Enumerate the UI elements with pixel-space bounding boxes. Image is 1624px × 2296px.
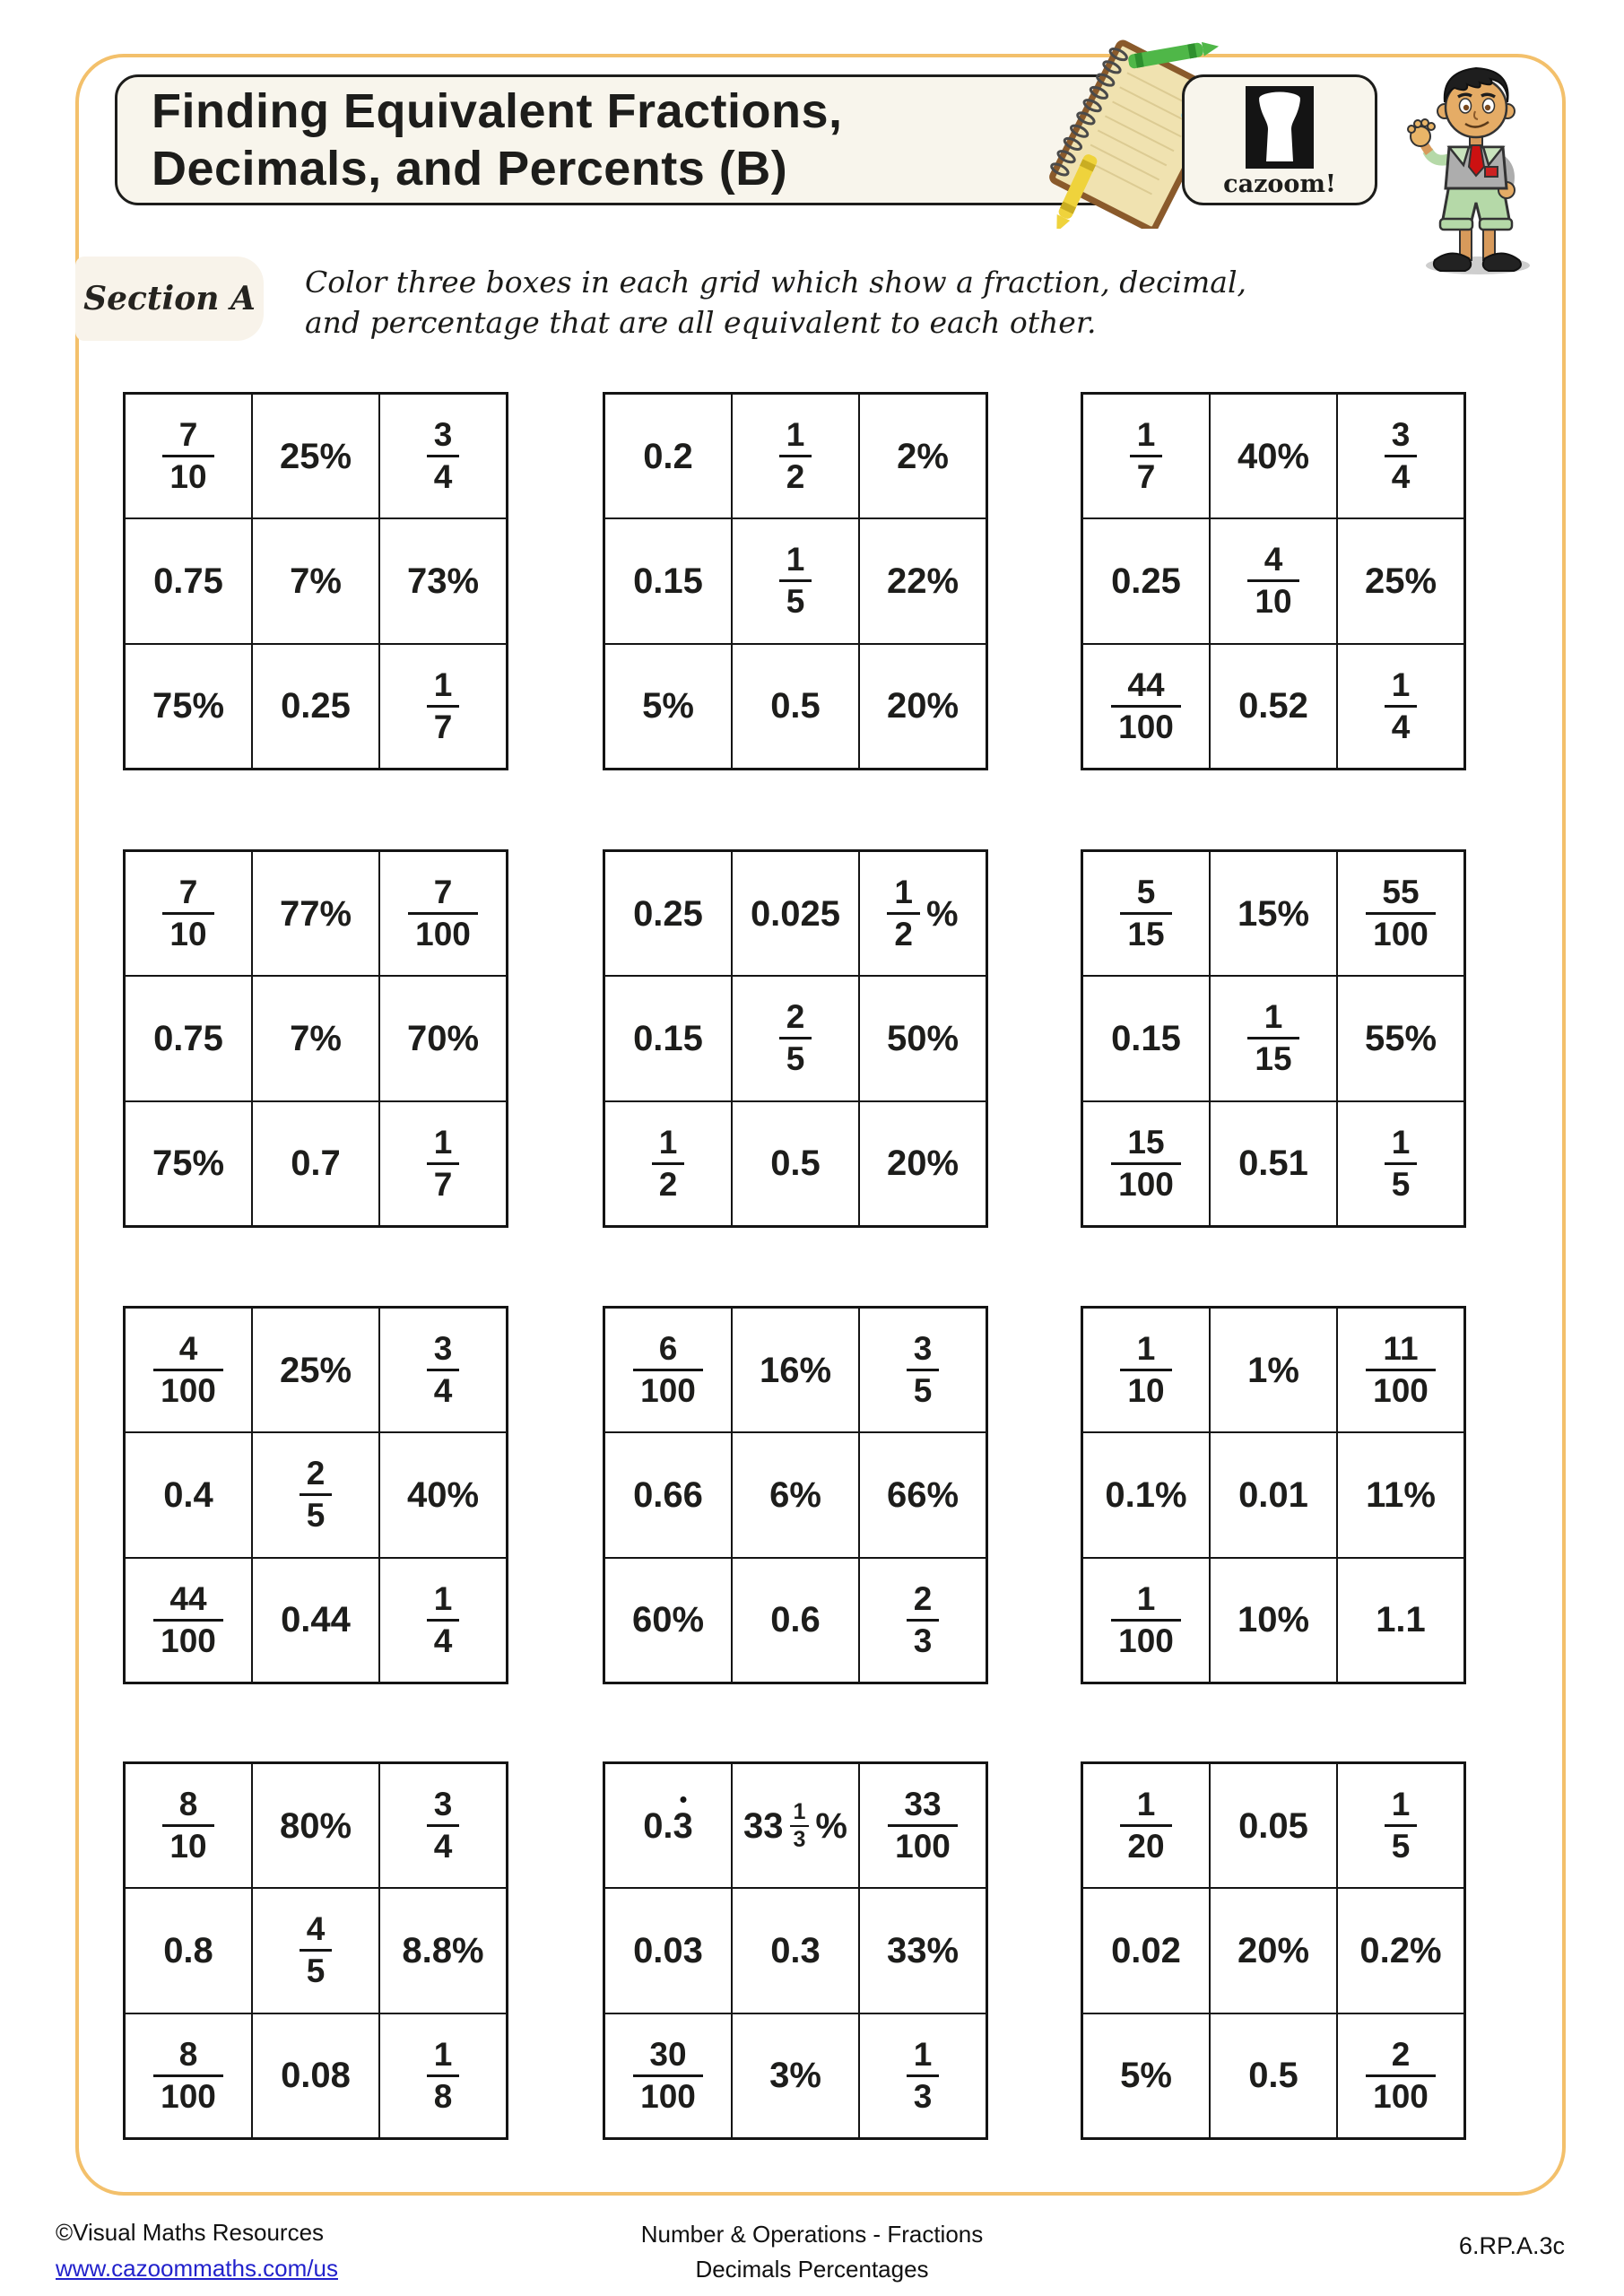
cell-value: 50%	[886, 1018, 960, 1058]
grid-cell[interactable]	[253, 1309, 378, 1431]
grid-cell[interactable]	[1211, 2014, 1336, 2137]
grid-cell[interactable]	[1211, 1309, 1336, 1431]
grid-cell[interactable]	[253, 395, 378, 517]
fraction-value: 3 4	[1385, 415, 1418, 497]
grid-cell[interactable]	[1338, 1309, 1463, 1431]
grid-cell[interactable]	[733, 519, 858, 642]
cell-value: 40%	[1237, 436, 1310, 476]
grid-cell[interactable]	[1211, 852, 1336, 975]
cell-value: 8.8%	[402, 1930, 484, 1970]
grid-cell[interactable]	[1338, 1433, 1463, 1556]
grid-cell[interactable]	[380, 1433, 506, 1556]
grid-cell[interactable]	[380, 1102, 506, 1225]
grid-cell[interactable]	[380, 977, 506, 1100]
fraction-value: 3 4	[427, 1329, 460, 1411]
title-line-2: Decimals, and Percents (B)	[152, 142, 788, 196]
equivalence-grid-10	[123, 1761, 508, 2140]
cell-value: 0.75	[153, 561, 223, 601]
cell-value: 20%	[886, 1144, 960, 1184]
footer-topic	[641, 2217, 983, 2287]
fraction-value: 1 2	[779, 415, 812, 497]
cell-value: 25%	[279, 1350, 352, 1390]
grid-cell[interactable]	[860, 2014, 986, 2137]
grid-cell[interactable]	[126, 395, 251, 517]
grid-cell[interactable]	[253, 645, 378, 768]
fraction-value: 1 15	[1247, 997, 1298, 1079]
grid-cell[interactable]	[380, 1889, 506, 2012]
cell-value: 2%	[897, 436, 949, 476]
grid-cell[interactable]	[860, 645, 986, 768]
grid-cell[interactable]	[860, 519, 986, 642]
equivalence-grid-11	[603, 1761, 988, 2140]
fraction-value: 2 100	[1366, 2035, 1436, 2117]
cell-value: 73%	[406, 561, 480, 601]
title-box	[115, 74, 1178, 205]
grid-cell[interactable]	[1083, 395, 1209, 517]
section-label: Section A	[75, 257, 264, 341]
standard-code: 6.RP.A.3c	[1458, 2232, 1565, 2259]
grid-cell[interactable]	[733, 1764, 858, 1887]
grid-cell[interactable]	[733, 1889, 858, 2012]
grid-cell[interactable]	[1338, 1764, 1463, 1887]
fraction-value: 11 100	[1366, 1329, 1436, 1411]
cell-value: 20%	[1237, 1930, 1310, 1970]
section-instructions	[305, 262, 1273, 343]
fraction-value: 30 100	[633, 2035, 703, 2117]
grid-cell[interactable]	[1083, 1433, 1209, 1556]
cell-value: 20%	[886, 686, 960, 726]
cell-value: 0.5	[770, 686, 821, 726]
grid-cell[interactable]	[733, 1433, 858, 1556]
grid-cell[interactable]	[253, 1102, 378, 1225]
website-link[interactable]: www.cazoommaths.com/us	[56, 2255, 338, 2282]
fraction-value: 1 3	[907, 2035, 940, 2117]
footer-topic-line-2: Decimals Percentages	[695, 2256, 929, 2283]
grid-cell[interactable]	[126, 645, 251, 768]
cell-value: 5%	[642, 686, 694, 726]
grid-cell[interactable]	[126, 1764, 251, 1887]
fraction-value: 5 15	[1120, 873, 1171, 954]
equivalence-grid-1	[123, 392, 508, 770]
cell-value: 0.52	[1238, 686, 1308, 726]
grid-cell[interactable]	[733, 1559, 858, 1682]
cell-value: 5%	[1120, 2056, 1172, 2096]
fraction-value: 1 2	[887, 873, 920, 954]
cell-value: 15%	[1237, 893, 1310, 934]
grid-cell[interactable]	[253, 519, 378, 642]
grid-cell[interactable]	[1083, 852, 1209, 975]
fraction-value: 7 10	[162, 415, 213, 497]
equivalence-grid-12	[1081, 1761, 1466, 2140]
cell-value: 0.75	[153, 1018, 223, 1058]
cell-value: 22%	[886, 561, 960, 601]
cell-value: 0.4	[163, 1474, 213, 1515]
grid-cell[interactable]	[1338, 519, 1463, 642]
cell-value: 0.15	[633, 1018, 703, 1058]
cell-value: 77%	[279, 893, 352, 934]
grid-cell[interactable]	[1211, 395, 1336, 517]
grid-cell[interactable]	[380, 519, 506, 642]
recurring-dot	[680, 1796, 686, 1803]
grid-cell[interactable]	[380, 852, 506, 975]
fraction-value: 44 100	[1111, 665, 1181, 747]
fraction-value: 1 3	[790, 1799, 810, 1853]
grid-cell[interactable]	[860, 1559, 986, 1682]
fraction-value: 1 20	[1120, 1785, 1171, 1866]
fraction-value: 1 5	[1385, 1123, 1418, 1205]
instructions-line-1: Color three boxes in each grid which show a fraction, decimal,	[305, 265, 1246, 300]
cell-value: 75%	[152, 686, 225, 726]
grid-cell[interactable]	[860, 1309, 986, 1431]
grid-cell[interactable]	[860, 1889, 986, 2012]
recurring-decimal-value: 0. 3	[643, 1806, 693, 1846]
cell-value: 0.25	[633, 893, 703, 934]
equivalence-grid-7	[123, 1306, 508, 1684]
grid-cell[interactable]	[380, 395, 506, 517]
grid-cell[interactable]	[380, 1309, 506, 1431]
grid-cell[interactable]	[1083, 2014, 1209, 2137]
title-line-1: Finding Equivalent Fractions,	[152, 84, 843, 138]
logo-text: cazoom!	[1223, 170, 1336, 198]
drum-icon	[1246, 86, 1314, 169]
fraction-value: 15 100	[1111, 1123, 1181, 1205]
equivalence-grid-9	[1081, 1306, 1466, 1684]
grid-cell[interactable]	[1083, 1309, 1209, 1431]
grid-cell[interactable]	[605, 1102, 731, 1225]
grid-cell[interactable]	[1338, 395, 1463, 517]
grid-cell[interactable]	[1211, 1433, 1336, 1556]
grid-cell[interactable]	[1211, 1102, 1336, 1225]
cell-value: 0.025	[750, 893, 841, 934]
grid-cell[interactable]	[380, 1559, 506, 1682]
fraction-value: 7 10	[162, 873, 213, 954]
instructions-line-2: and percentage that are all equivalent to each other.	[305, 305, 1097, 340]
grid-cell[interactable]	[605, 1433, 731, 1556]
cell-value: 0.51	[1238, 1144, 1308, 1184]
grid-cell[interactable]	[126, 977, 251, 1100]
cell-value: 66%	[886, 1474, 960, 1515]
fraction-value: 8 10	[162, 1785, 213, 1866]
cell-value: 6%	[769, 1474, 821, 1515]
grid-cell[interactable]	[733, 2014, 858, 2137]
fraction-value: 1 2	[652, 1123, 685, 1205]
fraction-value: 55 100	[1366, 873, 1436, 954]
grid-cell[interactable]	[1083, 1102, 1209, 1225]
cell-value: 7%	[290, 561, 342, 601]
grid-cell[interactable]	[1083, 519, 1209, 642]
cell-value: 0.66	[633, 1474, 703, 1515]
mixed-number-percent-value: 33 1 3 %	[743, 1798, 847, 1852]
cell-value: 0.01	[1238, 1474, 1308, 1515]
grid-cell[interactable]	[1338, 645, 1463, 768]
fraction-value: 3 5	[907, 1329, 940, 1411]
fraction-value: 4 100	[153, 1329, 223, 1411]
equivalence-grid-3	[1081, 392, 1466, 770]
grid-cell[interactable]	[1211, 1889, 1336, 2012]
fraction-value: 4 5	[300, 1909, 333, 1991]
grid-cell[interactable]	[605, 1309, 731, 1431]
cell-value: 0.03	[633, 1930, 703, 1970]
grid-cell[interactable]	[605, 977, 731, 1100]
grid-cell[interactable]	[126, 852, 251, 975]
cell-value: 3%	[769, 2056, 821, 2096]
cell-value: 0.15	[1111, 1018, 1181, 1058]
grid-cell[interactable]	[380, 2014, 506, 2137]
grid-cell[interactable]	[253, 1764, 378, 1887]
copyright: ©Visual Maths Resources	[56, 2219, 325, 2246]
cell-value: 0.15	[633, 561, 703, 601]
grid-cell[interactable]	[126, 2014, 251, 2137]
equivalence-grid-8	[603, 1306, 988, 1684]
fraction-value: 1 100	[1111, 1579, 1181, 1661]
grid-cell[interactable]	[1338, 977, 1463, 1100]
cell-value: 0.02	[1111, 1930, 1181, 1970]
grid-cell[interactable]	[253, 2014, 378, 2137]
cell-value: 0.5	[1248, 2056, 1298, 2096]
fraction-value: 6 100	[633, 1329, 703, 1411]
cell-value: 80%	[279, 1805, 352, 1846]
grid-cell[interactable]	[126, 1102, 251, 1225]
grid-cell[interactable]	[1211, 645, 1336, 768]
grid-cell[interactable]	[605, 395, 731, 517]
fraction-value: 2 5	[300, 1454, 333, 1535]
cell-value: 70%	[406, 1018, 480, 1058]
fraction-value: 4 10	[1247, 540, 1298, 622]
fraction-value: 1 4	[427, 1579, 460, 1661]
grid-cell[interactable]	[1083, 1889, 1209, 2012]
grid-cell[interactable]	[733, 395, 858, 517]
grid-cell[interactable]	[380, 645, 506, 768]
cazoom-logo	[1182, 74, 1377, 205]
grid-cell[interactable]	[1338, 1102, 1463, 1225]
footer-topic-line-1: Number & Operations - Fractions	[640, 2221, 984, 2248]
grid-cell[interactable]	[126, 1889, 251, 2012]
grid-cell[interactable]	[860, 1102, 986, 1225]
grid-cell[interactable]	[733, 1102, 858, 1225]
grid-cell[interactable]	[253, 1889, 378, 2012]
equivalence-grid-6	[1081, 849, 1466, 1228]
cell-value: 25%	[1364, 561, 1437, 601]
equivalence-grid-2	[603, 392, 988, 770]
fraction-value: 1 7	[1130, 415, 1163, 497]
fraction-value: 3 4	[427, 1785, 460, 1866]
cell-value: 0.44	[281, 1600, 351, 1640]
cell-value: 40%	[406, 1474, 480, 1515]
grid-cell[interactable]	[253, 977, 378, 1100]
cell-value: 11%	[1366, 1474, 1436, 1515]
grid-cell[interactable]	[1211, 519, 1336, 642]
cell-value: 0.6	[770, 1600, 821, 1640]
cell-value: 7%	[290, 1018, 342, 1058]
cell-value: 55%	[1364, 1018, 1437, 1058]
cell-value: 1%	[1247, 1350, 1299, 1390]
cell-value: 33%	[886, 1930, 960, 1970]
grid-cell[interactable]	[605, 1559, 731, 1682]
grid-cell[interactable]	[860, 395, 986, 517]
crayon-green-icon	[1127, 39, 1220, 69]
grid-cell[interactable]	[253, 1433, 378, 1556]
fraction-value: 1 10	[1120, 1329, 1171, 1411]
grid-cell[interactable]	[1211, 1764, 1336, 1887]
grid-cell[interactable]	[860, 1764, 986, 1887]
fraction-value: 7 100	[408, 873, 478, 954]
worksheet-title	[117, 83, 843, 197]
fraction-value: 1 5	[779, 540, 812, 622]
fraction-value: 1 7	[427, 665, 460, 747]
grid-cell[interactable]	[1083, 1764, 1209, 1887]
fraction-value: 1 4	[1385, 665, 1418, 747]
cell-value: 0.25	[1111, 561, 1181, 601]
grid-cell[interactable]	[126, 1559, 251, 1682]
equivalence-grid-5	[603, 849, 988, 1228]
grid-cell[interactable]	[605, 852, 731, 975]
fraction-value: 8 100	[153, 2035, 223, 2117]
grid-cell[interactable]	[605, 645, 731, 768]
grid-cell[interactable]	[1338, 2014, 1463, 2137]
grid-cell[interactable]	[1211, 1559, 1336, 1682]
cell-value: 0.3	[770, 1930, 821, 1970]
fraction-value: 1 8	[427, 2035, 460, 2117]
fraction-value: 44 100	[153, 1579, 223, 1661]
cell-value: 16%	[759, 1350, 832, 1390]
grid-cell[interactable]	[605, 2014, 731, 2137]
grid-cell[interactable]	[605, 1889, 731, 2012]
grid-cell[interactable]	[605, 1764, 731, 1887]
fraction-value: 1 5	[1385, 1785, 1418, 1866]
grid-cell[interactable]	[253, 852, 378, 975]
student-character-illustration	[1388, 52, 1563, 278]
cell-value: 0.2%	[1359, 1930, 1442, 1970]
fraction-percent-value: 1 2 %	[887, 873, 958, 954]
grid-cell[interactable]	[733, 852, 858, 975]
cell-value: 10%	[1237, 1600, 1310, 1640]
grid-cell[interactable]	[253, 1559, 378, 1682]
grid-cell[interactable]	[1083, 1559, 1209, 1682]
grid-cell[interactable]	[1338, 1559, 1463, 1682]
fraction-value: 2 3	[907, 1579, 940, 1661]
fraction-value: 1 7	[427, 1123, 460, 1205]
fraction-value: 2 5	[779, 997, 812, 1079]
cell-value: 60%	[631, 1600, 705, 1640]
grid-cell[interactable]	[126, 1433, 251, 1556]
grid-cell[interactable]	[1083, 645, 1209, 768]
cell-value: 25%	[279, 436, 352, 476]
cell-value: 0.7	[291, 1144, 341, 1184]
equivalence-grid-4	[123, 849, 508, 1228]
cell-value: 0.08	[281, 2056, 351, 2096]
grid-cell[interactable]	[860, 977, 986, 1100]
cell-value: 1.1	[1376, 1600, 1426, 1640]
cell-value: 75%	[152, 1144, 225, 1184]
fraction-value: 3 4	[427, 415, 460, 497]
grid-cell[interactable]	[1083, 977, 1209, 1100]
grid-cell[interactable]	[733, 645, 858, 768]
grid-cell[interactable]	[1338, 852, 1463, 975]
grid-cell[interactable]	[860, 852, 986, 975]
grid-cell[interactable]	[605, 519, 731, 642]
grid-cell[interactable]	[126, 519, 251, 642]
cell-value: 0.5	[770, 1144, 821, 1184]
grid-cell[interactable]	[1211, 977, 1336, 1100]
cell-value: 0.2	[643, 436, 693, 476]
cell-value: 0.05	[1238, 1805, 1308, 1846]
fraction-value: 33 100	[888, 1785, 958, 1866]
cell-value: 0.8	[163, 1930, 213, 1970]
grid-cell[interactable]	[1338, 1889, 1463, 2012]
cell-value: 0.25	[281, 686, 351, 726]
grid-cell[interactable]	[733, 977, 858, 1100]
grid-cell[interactable]	[860, 1433, 986, 1556]
grid-cell[interactable]	[380, 1764, 506, 1887]
grid-cell[interactable]	[126, 1309, 251, 1431]
grid-cell[interactable]	[733, 1309, 858, 1431]
cell-value: 0.1%	[1105, 1474, 1187, 1515]
